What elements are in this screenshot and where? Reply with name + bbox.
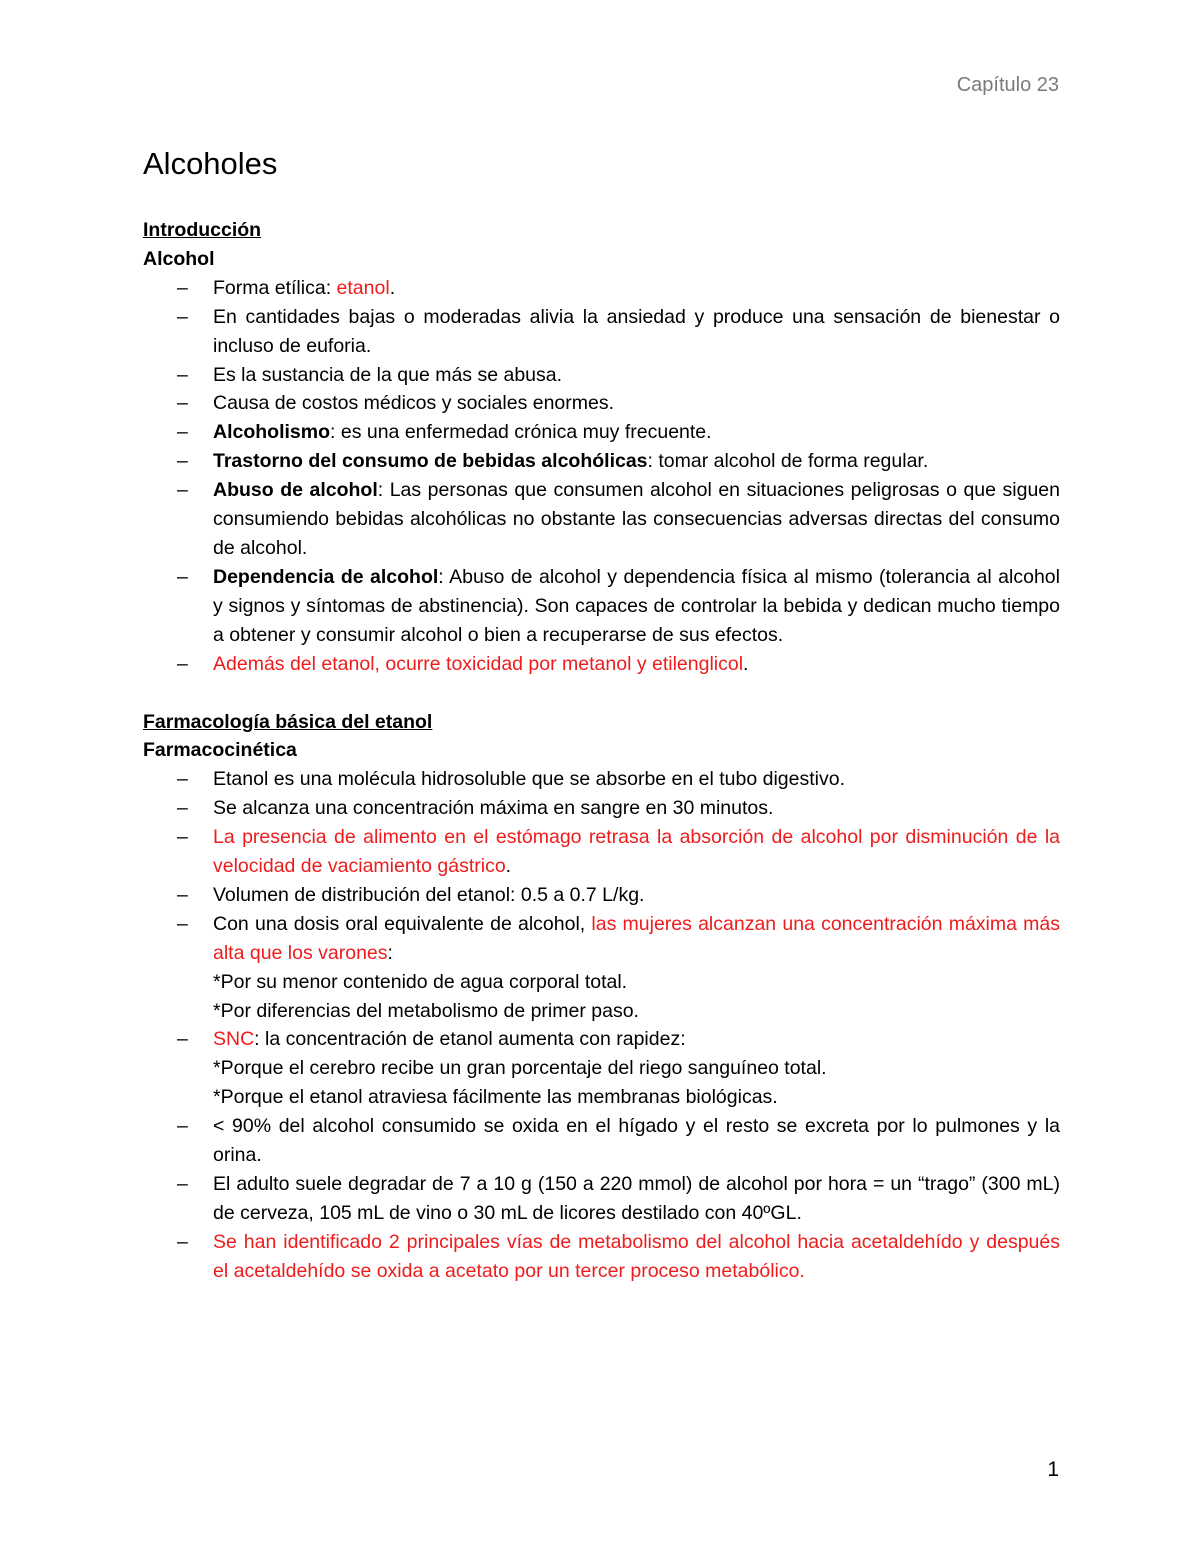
bullet-dash: – <box>177 276 188 299</box>
page-number: 1 <box>1047 1458 1059 1481</box>
list-item: – El adulto suele degradar de 7 a 10 g (150 a 220 mmol) de alcohol por hora = un “trago” (300 mL) de cerveza, 105 mL de vino o 30 mL de licores destilado con 40ºGL. <box>143 1170 1060 1228</box>
bullet-dash: – <box>177 305 188 328</box>
bullet-dash: – <box>177 392 188 415</box>
bullet-dash: – <box>177 912 188 935</box>
bullet-dash: – <box>177 1028 188 1051</box>
bullet-dash: – <box>177 450 188 473</box>
list-item: – SNC: la concentración de etanol aumenta con rapidez: <box>143 1025 1060 1054</box>
section-heading-intro: Introducción <box>143 219 262 241</box>
list-item: – Abuso de alcohol: Las personas que consumen alcohol en situaciones peligrosas o que siguen consumiendo bebidas alcohólicas no obstante las consecuencias adversas directas del consumo de alcohol. <box>143 476 1060 563</box>
list-item: – Trastorno del consumo de bebidas alcohólicas: tomar alcohol de forma regular. <box>143 447 1060 476</box>
list-item: – Además del etanol, ocurre toxicidad por metanol y etilenglicol. <box>143 650 1060 679</box>
bullet-dash: – <box>177 363 188 386</box>
bullet-dash: – <box>177 1115 188 1138</box>
page-title: Alcoholes <box>143 146 278 181</box>
list-item: – < 90% del alcohol consumido se oxida en el hígado y el resto se excreta por lo pulmones y la orina. <box>143 1112 1060 1170</box>
list-item: – En cantidades bajas o moderadas alivia la ansiedad y produce una sensación de bienestar o incluso de euforia. <box>143 303 1060 361</box>
list-item: – Dependencia de alcohol: Abuso de alcohol y dependencia física al mismo (tolerancia al alcohol y signos y síntomas de abstinencia). Son capaces de controlar la bebida y dedican mucho tiempo a obtener y consumir alcohol o bien a recuperarse de sus efectos. <box>143 563 1060 650</box>
subheading-alcohol: Alcohol <box>143 247 215 270</box>
bullet-dash: – <box>177 421 188 444</box>
list-item: – Es la sustancia de la que más se abusa. <box>143 361 1060 390</box>
list-item: – Etanol es una molécula hidrosoluble que se absorbe en el tubo digestivo. <box>143 765 1060 794</box>
note-line: *Por su menor contenido de agua corporal total. <box>213 970 628 993</box>
bullet-dash: – <box>177 1173 188 1195</box>
subheading-pharmacokinetics: Farmacocinética <box>143 739 297 762</box>
note-line: *Porque el cerebro recibe un gran porcentaje del riego sanguíneo total. <box>213 1057 827 1080</box>
list-item: – Se alcanza una concentración máxima en sangre en 30 minutos. <box>143 794 1060 823</box>
bullet-dash: – <box>177 768 188 791</box>
list-item: – Se han identificado 2 principales vías de metabolismo del alcohol hacia acetaldehído y después el acetaldehído se oxida a acetato por un tercer proceso metabólico. <box>143 1228 1060 1286</box>
chapter-header: Capítulo 23 <box>956 74 1059 96</box>
note-line: *Porque el etanol atraviesa fácilmente las membranas biológicas. <box>213 1086 778 1109</box>
bullet-dash: – <box>177 1230 188 1253</box>
list-item: – Con una dosis oral equivalente de alcohol, las mujeres alcanzan una concentración máxima más alta que los varones: <box>143 910 1060 968</box>
intro-list <box>143 274 1060 679</box>
list-item: – Causa de costos médicos y sociales enormes. <box>143 389 1060 418</box>
section-heading-pharmacology: Farmacología básica del etanol <box>143 710 433 733</box>
note-line: *Por diferencias del metabolismo de primer paso. <box>213 999 639 1022</box>
pharma-list <box>143 765 1060 967</box>
list-item: – Forma etílica: etanol. <box>143 274 1060 303</box>
bullet-dash: – <box>177 797 188 820</box>
bullet-dash: – <box>177 479 188 502</box>
spacer <box>143 679 1060 708</box>
list-item: – Volumen de distribución del etanol: 0.5 a 0.7 L/kg. <box>143 881 1060 910</box>
document-body <box>143 216 1060 1286</box>
bullet-dash: – <box>177 652 188 675</box>
bullet-dash: – <box>177 565 188 588</box>
list-item: – Alcoholismo: es una enfermedad crónica muy frecuente. <box>143 418 1060 447</box>
list-item: – La presencia de alimento en el estómago retrasa la absorción de alcohol por disminución de la velocidad de vaciamiento gástrico. <box>143 823 1060 881</box>
pharma-list-cont <box>143 1025 1060 1054</box>
bullet-dash: – <box>177 883 188 906</box>
bullet-dash: – <box>177 826 188 849</box>
pharma-list-end <box>143 1112 1060 1285</box>
